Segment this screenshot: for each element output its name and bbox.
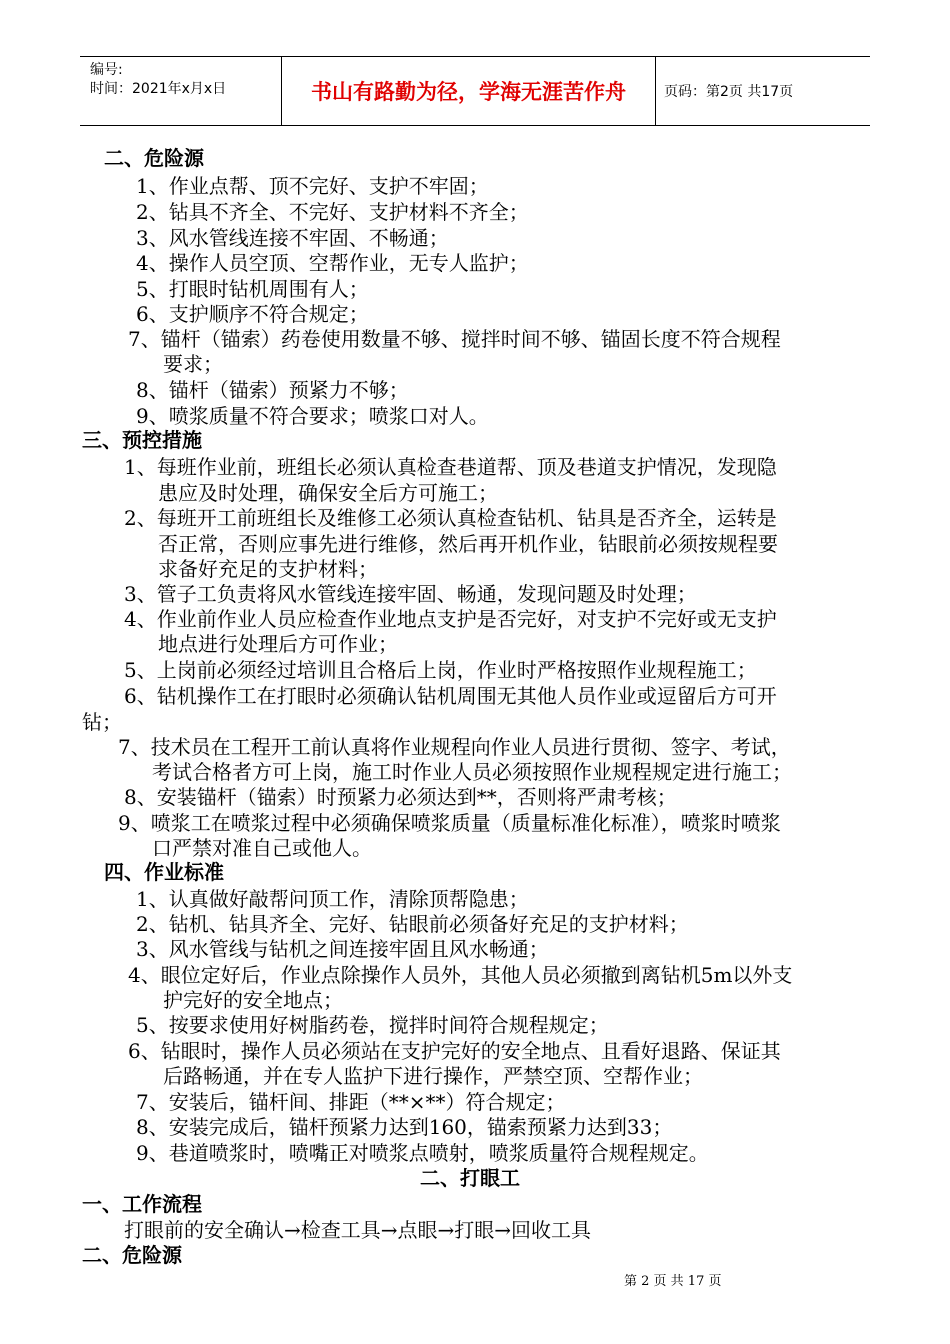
document-time-label: 时间：2021年x月x日 xyxy=(90,81,227,97)
hazard-item-cont: 要求； xyxy=(163,352,223,376)
measure-item: 2、每班开工前班组长及维修工必须认真检查钻机、钻具是否齐全，运转是 xyxy=(124,506,777,530)
standard-item: 2、钻机、钻具齐全、完好、钻眼前必须备好充足的支护材料； xyxy=(136,912,689,936)
measure-item: 6、钻机操作工在打眼时必须确认钻机周围无其他人员作业或逗留后方可开 xyxy=(124,684,777,708)
standard-item: 4、眼位定好后，作业点除操作人员外，其他人员必须撤到离钻机5m以外支 xyxy=(128,963,793,987)
measure-item-cont: 求备好充足的支护材料； xyxy=(158,557,378,581)
measure-item: 1、每班作业前，班组长必须认真检查巷道帮、顶及巷道支护情况，发现隐 xyxy=(124,455,777,479)
section-title-workflow: 一、工作流程 xyxy=(82,1192,202,1216)
standard-item-cont: 护完好的安全地点； xyxy=(163,988,343,1012)
standard-item: 6、钻眼时，操作人员必须站在支护完好的安全地点、且看好退路、保证其 xyxy=(128,1039,781,1063)
measure-item-cont: 钻； xyxy=(82,710,122,734)
standard-item-cont: 后路畅通，并在专人监护下进行操作，严禁空顶、空帮作业； xyxy=(163,1064,703,1088)
measure-item: 7、技术员在工程开工前认真将作业规程向作业人员进行贯彻、签字、考试， xyxy=(118,735,791,759)
measure-item: 8、安装锚杆（锚索）时预紧力必须达到**，否则将严肃考核； xyxy=(124,785,677,809)
section-title-measures: 三、预控措施 xyxy=(82,428,202,452)
standard-item: 3、风水管线与钻机之间连接牢固且风水畅通； xyxy=(136,937,549,961)
measure-item-cont: 否正常，否则应事先进行维修，然后再开机作业，钻眼前必须按规程要 xyxy=(158,532,778,556)
measure-item-cont: 考试合格者方可上岗，施工时作业人员必须按照作业规程规定进行施工； xyxy=(152,760,792,784)
hazard-item: 8、锚杆（锚索）预紧力不够； xyxy=(136,378,409,402)
standard-item: 8、安装完成后，锚杆预紧力达到160，锚索预紧力达到33； xyxy=(136,1115,673,1139)
measure-item-cont: 口严禁对准自己或他人。 xyxy=(152,836,372,860)
measure-item-cont: 患应及时处理，确保安全后方可施工； xyxy=(158,481,498,505)
workflow-text: 打眼前的安全确认→检查工具→点眼→打眼→回收工具 xyxy=(124,1218,592,1242)
section-title-standards: 四、作业标准 xyxy=(104,860,224,884)
page-footer: 第 2 页 共 17 页 xyxy=(624,1274,722,1289)
hazard-item: 3、风水管线连接不牢固、不畅通； xyxy=(136,226,449,250)
measure-item-cont: 地点进行处理后方可作业； xyxy=(158,632,398,656)
hazard-item: 9、喷浆质量不符合要求；喷浆口对人。 xyxy=(136,404,489,428)
standard-item: 9、巷道喷浆时，喷嘴正对喷浆点喷射，喷浆质量符合规程规定。 xyxy=(136,1141,709,1165)
standard-item: 5、按要求使用好树脂药卷，搅拌时间符合规程规定； xyxy=(136,1013,609,1037)
hazard-item: 7、锚杆（锚索）药卷使用数量不够、搅拌时间不够、锚固长度不符合规程 xyxy=(128,327,781,351)
hazard-item: 2、钻具不齐全、不完好、支护材料不齐全； xyxy=(136,200,529,224)
measure-item: 4、作业前作业人员应检查作业地点支护是否完好，对支护不完好或无支护 xyxy=(124,607,777,631)
hazard-item: 4、操作人员空顶、空帮作业，无专人监护； xyxy=(136,251,529,275)
document-number-label: 编号: xyxy=(90,62,123,78)
hazard-item: 6、支护顺序不符合规定； xyxy=(136,302,369,326)
header-page-number: 页码：第2页 共17页 xyxy=(664,84,794,100)
standard-item: 7、安装后，锚杆间、排距（**×**）符合规定； xyxy=(136,1090,566,1114)
hazard-item: 5、打眼时钻机周围有人； xyxy=(136,277,369,301)
measure-item: 5、上岗前必须经过培训且合格后上岗，作业时严格按照作业规程施工； xyxy=(124,658,757,682)
section-title-hazards-2: 二、危险源 xyxy=(82,1243,182,1267)
section-title-hazards: 二、危险源 xyxy=(104,146,204,170)
section-title-driller: 二、打眼工 xyxy=(420,1166,520,1190)
measure-item: 3、管子工负责将风水管线连接牢固、畅通，发现问题及时处理； xyxy=(124,582,697,606)
standard-item: 1、认真做好敲帮问顶工作，清除顶帮隐患； xyxy=(136,887,529,911)
hazard-item: 1、作业点帮、顶不完好、支护不牢固； xyxy=(136,174,489,198)
header-motto: 书山有路勤为径，学海无涯苦作舟 xyxy=(282,57,656,125)
page-header xyxy=(80,56,870,126)
header-meta xyxy=(80,57,282,125)
measure-item: 9、喷浆工在喷浆过程中必须确保喷浆质量（质量标准化标准），喷浆时喷浆 xyxy=(118,811,781,835)
